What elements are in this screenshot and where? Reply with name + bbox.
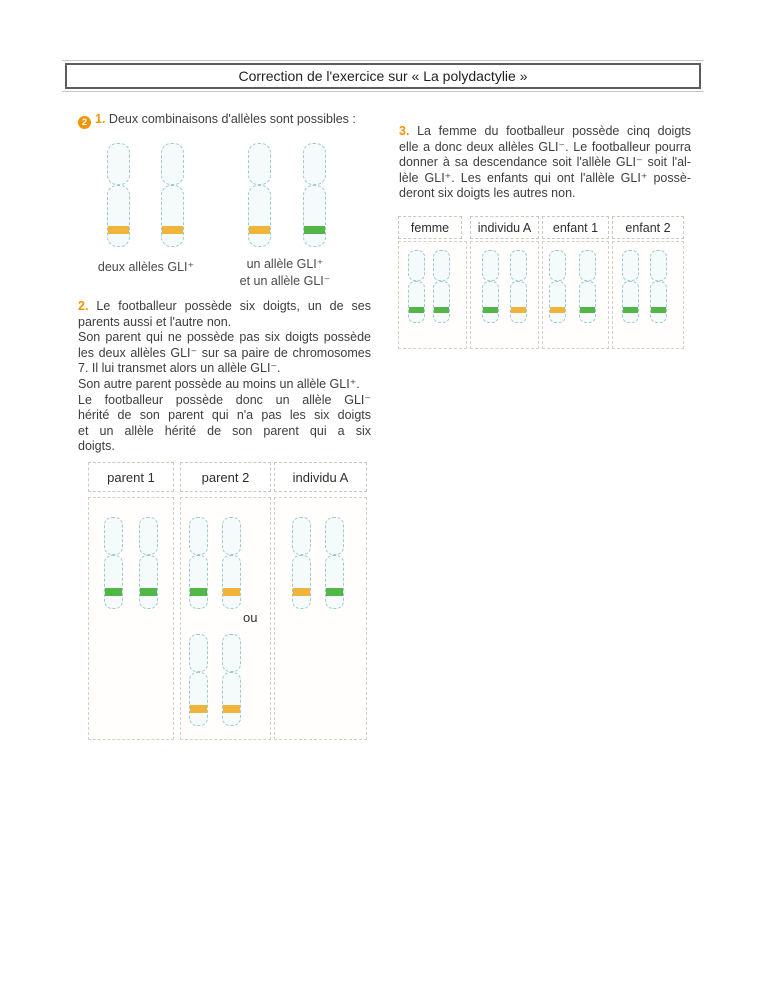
chromosome-q-arm bbox=[433, 281, 450, 323]
text-line: Son autre parent possède au moins un allèle GLI⁺. bbox=[78, 376, 360, 391]
chromosome-7 bbox=[510, 250, 527, 323]
chromosome-q-arm bbox=[189, 672, 208, 726]
chromosome-q-arm bbox=[222, 672, 241, 726]
chromosome-7 bbox=[139, 517, 158, 609]
text-line: deront six doigts les autres non. bbox=[399, 186, 576, 201]
chromosome-q-arm bbox=[303, 185, 326, 247]
panel-box bbox=[470, 241, 539, 349]
allele-gli-minus-band bbox=[651, 307, 666, 313]
pair-b-caption-line2: et un allèle GLI⁻ bbox=[239, 274, 331, 288]
panel-label: parent 2 bbox=[180, 462, 271, 492]
chromosome-q-arm bbox=[482, 281, 499, 323]
panel-label: parent 1 bbox=[88, 462, 174, 492]
chromosome-pair-gli-plus-minus bbox=[248, 143, 327, 247]
chromosome-q-arm bbox=[107, 185, 130, 247]
panel-box bbox=[274, 497, 367, 740]
chromosome-7 bbox=[189, 634, 208, 726]
chromosome-p-arm bbox=[222, 634, 241, 672]
allele-gli-plus-band bbox=[162, 226, 183, 234]
text-line: 3. La femme du footballeur possède cinq doigts bbox=[399, 124, 691, 138]
chromosome-p-arm bbox=[650, 250, 667, 281]
chromosome-q-arm bbox=[222, 555, 241, 609]
chromosome-7 bbox=[303, 143, 326, 247]
section1-heading: Deux combinaisons d'allèles sont possibles : bbox=[108, 112, 356, 126]
allele-gli-plus-band bbox=[223, 705, 240, 713]
chromosome-7 bbox=[482, 250, 499, 323]
allele-gli-minus-band bbox=[434, 307, 449, 313]
panel-label: femme bbox=[398, 216, 462, 239]
chromosome-q-arm bbox=[408, 281, 425, 323]
chromosome-7 bbox=[161, 143, 184, 247]
chromosome-7 bbox=[189, 517, 208, 609]
chromosome-7 bbox=[622, 250, 639, 323]
chromosome-p-arm bbox=[248, 143, 271, 185]
panel-label: individu A bbox=[470, 216, 539, 239]
section2-text bbox=[78, 299, 371, 455]
chromosome-p-arm bbox=[292, 517, 311, 555]
chromosome-p-arm bbox=[482, 250, 499, 281]
panel-box bbox=[542, 241, 609, 349]
text-line: Son parent qui ne possède pas six doigts possède bbox=[78, 330, 371, 345]
allele-gli-minus-band bbox=[409, 307, 424, 313]
chromosome-p-arm bbox=[303, 143, 326, 185]
chromosome-7 bbox=[325, 517, 344, 609]
chromosome-7 bbox=[433, 250, 450, 323]
allele-gli-minus-band bbox=[326, 588, 343, 596]
chromosome-q-arm bbox=[579, 281, 596, 323]
chromosome-q-arm bbox=[650, 281, 667, 323]
chromosome-p-arm bbox=[189, 634, 208, 672]
chromosome-p-arm bbox=[104, 517, 123, 555]
allele-gli-plus-band bbox=[293, 588, 310, 596]
text-line: Le footballeur possède donc un allèle GLI⁻ bbox=[78, 392, 371, 407]
text-line: hérité de son parent qui n'a pas les six doigts bbox=[78, 408, 371, 423]
chromosome-q-arm bbox=[622, 281, 639, 323]
or-separator-label: ou bbox=[243, 610, 258, 625]
chromosome-7 bbox=[248, 143, 271, 247]
panel-label: enfant 1 bbox=[542, 216, 609, 239]
section-number: 2. bbox=[78, 299, 89, 313]
allele-gli-plus-band bbox=[511, 307, 526, 313]
allele-gli-plus-band bbox=[223, 588, 240, 596]
chromosome-p-arm bbox=[222, 517, 241, 555]
chromosome-7 bbox=[650, 250, 667, 323]
panel-box bbox=[398, 241, 467, 349]
text-line: elle a donc deux allèles GLI⁻. Le footballeur pourra bbox=[399, 139, 691, 154]
chromosome-p-arm bbox=[107, 143, 130, 185]
page-title: Correction de l'exercice sur « La polydactylie » bbox=[65, 63, 701, 89]
panel-box bbox=[180, 497, 271, 740]
chromosome-7 bbox=[292, 517, 311, 609]
chromosome-p-arm bbox=[325, 517, 344, 555]
chromosome-p-arm bbox=[433, 250, 450, 281]
allele-gli-minus-band bbox=[623, 307, 638, 313]
allele-gli-minus-band bbox=[580, 307, 595, 313]
chromosome-q-arm bbox=[139, 555, 158, 609]
chromosome-q-arm bbox=[104, 555, 123, 609]
chromosome-7 bbox=[222, 634, 241, 726]
text-line: et un allèle hérité de son parent qui a six bbox=[78, 423, 371, 438]
text-line: 7. Il lui transmet alors un allèle GLI⁻. bbox=[78, 361, 281, 376]
text-line: les deux allèles GLI⁻ sur sa paire de chromosomes bbox=[78, 345, 371, 360]
panel-label: individu A bbox=[274, 462, 367, 492]
chromosome-p-arm bbox=[139, 517, 158, 555]
chromosome-q-arm bbox=[292, 555, 311, 609]
section1-header bbox=[78, 112, 398, 129]
text-line: doigts. bbox=[78, 439, 115, 454]
text-line: parents aussi et l'autre non. bbox=[78, 314, 232, 329]
pair-b-caption bbox=[210, 256, 360, 290]
chromosome-7 bbox=[107, 143, 130, 247]
chromosome-q-arm bbox=[248, 185, 271, 247]
chromosome-q-arm bbox=[549, 281, 566, 323]
allele-gli-plus-band bbox=[108, 226, 129, 234]
chromosome-p-arm bbox=[579, 250, 596, 281]
allele-gli-minus-band bbox=[483, 307, 498, 313]
chromosome-p-arm bbox=[189, 517, 208, 555]
allele-gli-plus-band bbox=[190, 705, 207, 713]
pair-b-caption-line1: un allèle GLI⁺ bbox=[246, 257, 324, 271]
chromosome-q-arm bbox=[325, 555, 344, 609]
text-line: lèle GLI⁺. Les enfants qui ont l'allèle GLI⁺ possè- bbox=[399, 170, 691, 185]
chromosome-7 bbox=[408, 250, 425, 323]
chromosome-q-arm bbox=[161, 185, 184, 247]
allele-gli-minus-band bbox=[105, 588, 122, 596]
exercise-marker-badge: 2 bbox=[78, 116, 91, 129]
section1-number: 1. bbox=[95, 112, 106, 126]
allele-gli-minus-band bbox=[304, 226, 325, 234]
allele-gli-minus-band bbox=[190, 588, 207, 596]
panel-box bbox=[88, 497, 174, 740]
chromosome-pair-two-gli-plus bbox=[107, 143, 184, 247]
text-line: donner à sa descendance soit l'allèle GLI⁻ soit l'al- bbox=[399, 155, 691, 170]
chromosome-q-arm bbox=[510, 281, 527, 323]
allele-gli-minus-band bbox=[140, 588, 157, 596]
chromosome-7 bbox=[549, 250, 566, 323]
section-number: 3. bbox=[399, 124, 410, 138]
section3-text bbox=[399, 124, 691, 202]
chromosome-7 bbox=[222, 517, 241, 609]
chromosome-p-arm bbox=[408, 250, 425, 281]
chromosome-p-arm bbox=[549, 250, 566, 281]
allele-gli-plus-band bbox=[249, 226, 270, 234]
chromosome-q-arm bbox=[189, 555, 208, 609]
chromosome-p-arm bbox=[622, 250, 639, 281]
panel-label: enfant 2 bbox=[612, 216, 684, 239]
chromosome-7 bbox=[579, 250, 596, 323]
chromosome-p-arm bbox=[161, 143, 184, 185]
chromosome-p-arm bbox=[510, 250, 527, 281]
panel-box bbox=[612, 241, 684, 349]
text-line: 2. Le footballeur possède six doigts, un de ses bbox=[78, 299, 371, 313]
pair-a-caption: deux allèles GLI⁺ bbox=[97, 260, 195, 274]
allele-gli-plus-band bbox=[550, 307, 565, 313]
title-banner bbox=[62, 60, 704, 92]
chromosome-7 bbox=[104, 517, 123, 609]
